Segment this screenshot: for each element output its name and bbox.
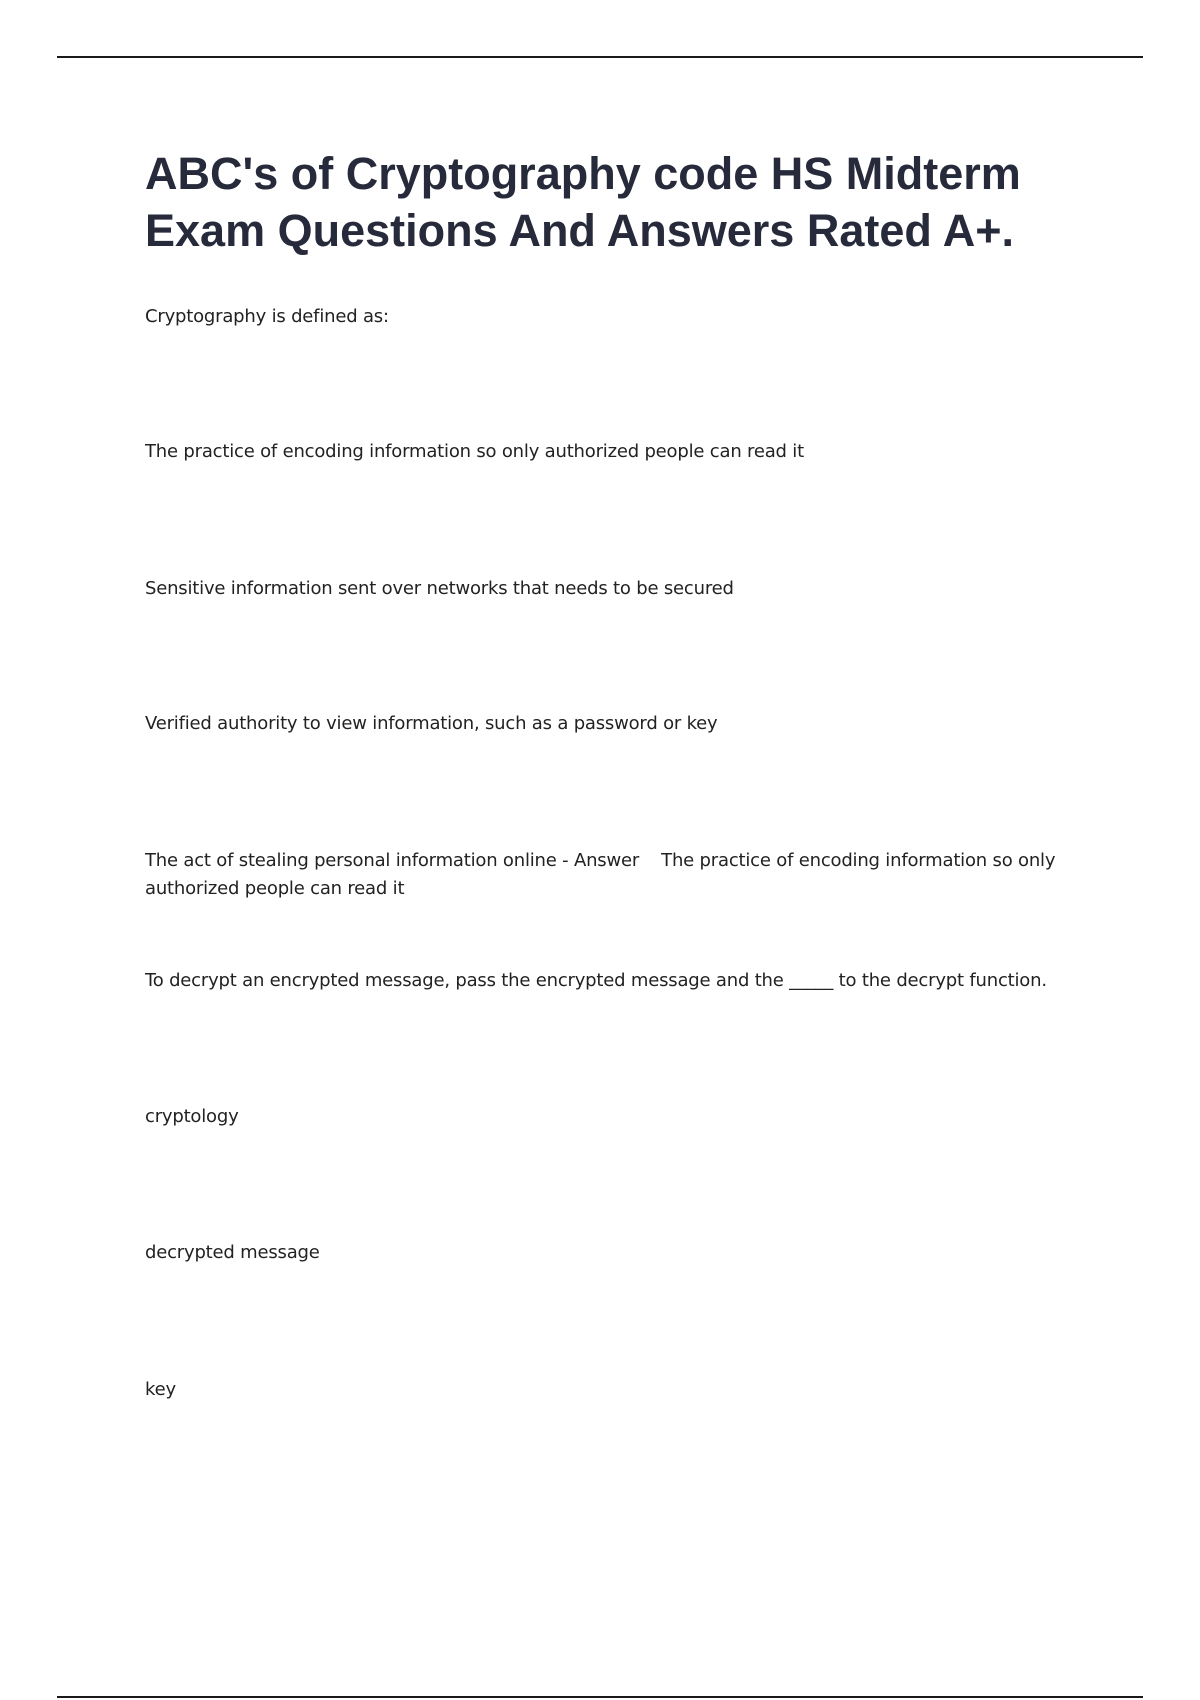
answer-option-with-answer: The act of stealing personal information online - Answer The practice of encoding information so only authorized people can read it [145, 850, 1061, 899]
bottom-rule [57, 1696, 1143, 1698]
answer-option: Sensitive information sent over networks that needs to be secured [145, 578, 734, 599]
top-rule [57, 56, 1143, 58]
answer-option: The practice of encoding information so only authorized people can read it [145, 441, 804, 462]
question-text: Cryptography is defined as: [145, 306, 389, 327]
answer-option: key [145, 1379, 176, 1400]
answer-option: cryptology [145, 1106, 239, 1127]
answer-option: Verified authority to view information, such as a password or key [145, 713, 718, 734]
question-text: To decrypt an encrypted message, pass the encrypted message and the _____ to the decrypt function. [145, 970, 1047, 991]
answer-option: decrypted message [145, 1242, 320, 1263]
page-title: ABC's of Cryptography code HS Midterm Exam Questions And Answers Rated A+. [145, 148, 1021, 256]
